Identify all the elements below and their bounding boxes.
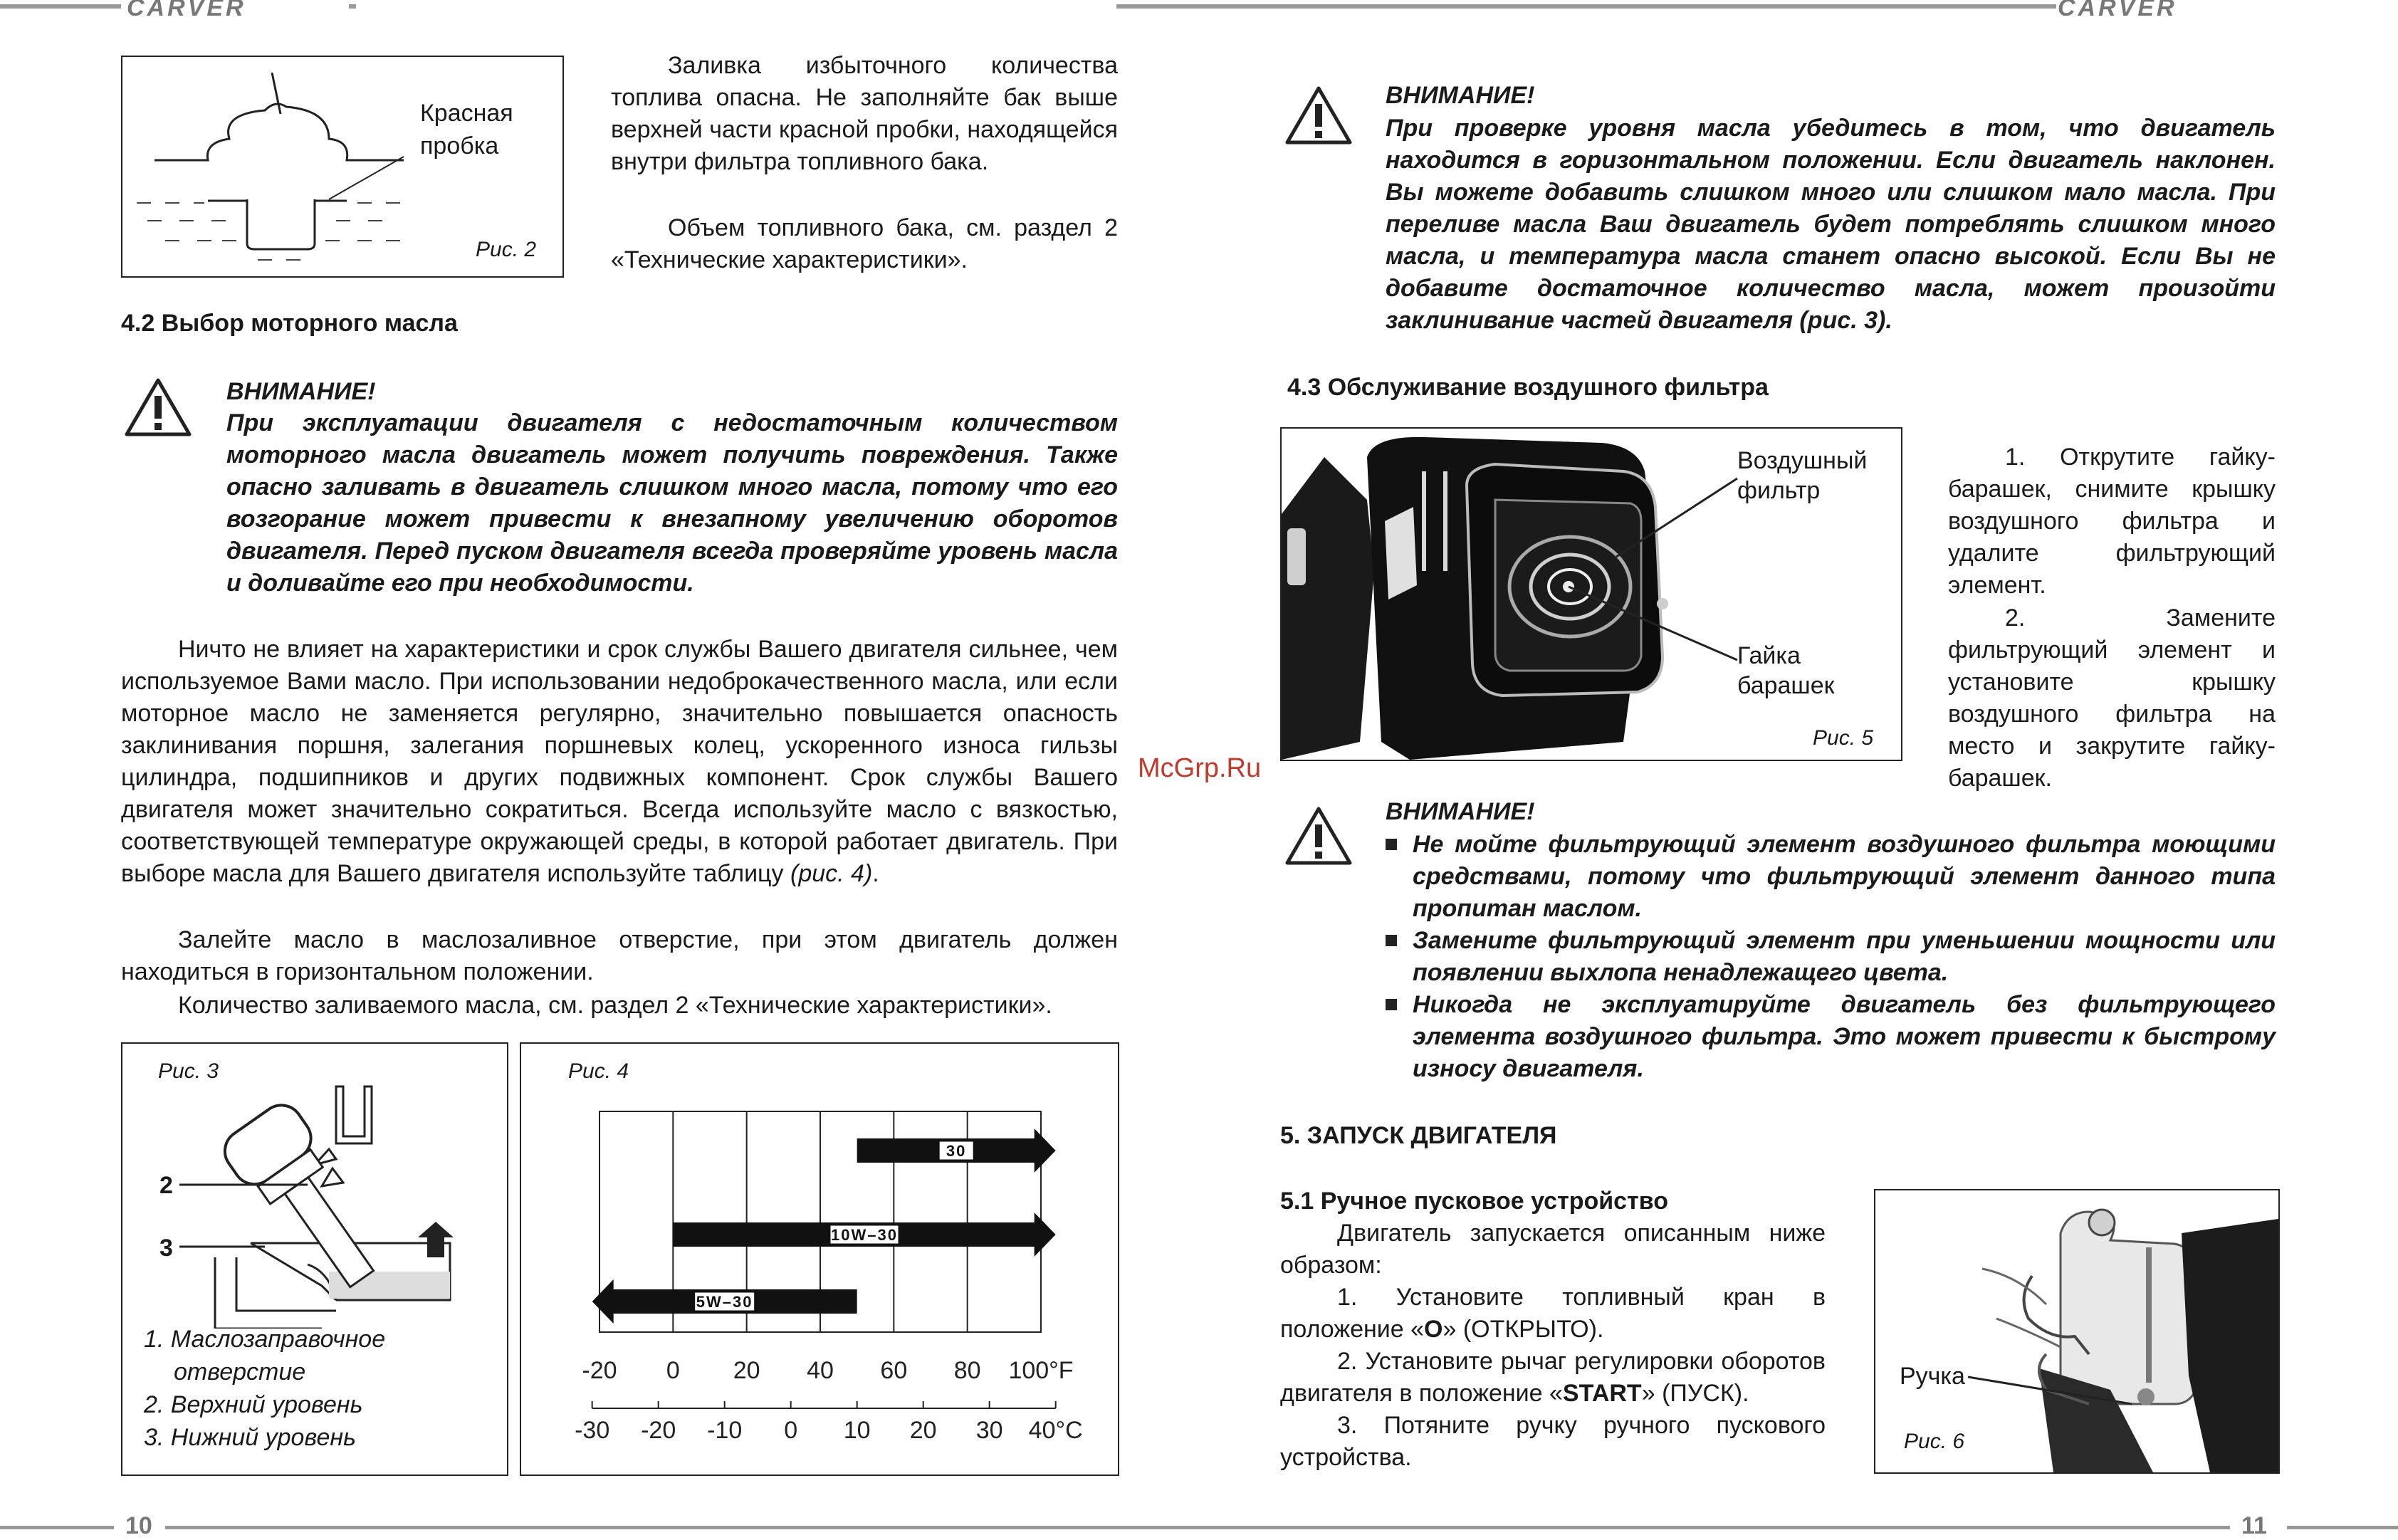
oil-paragraph-3: Количество заливаемого масла, см. раздел 2 «Технические характеристики». — [178, 992, 1052, 1019]
start-step-1-end: » (ОТКРЫТО). — [1443, 1316, 1604, 1343]
warning-3-list — [1386, 829, 2276, 1085]
oil-viscosity-chart — [521, 1044, 1118, 1474]
chart-tick-label-c: -10 — [707, 1417, 743, 1444]
start-step-1-text: 1. Установите топливный кран в положение « — [1280, 1284, 1826, 1343]
header-rule-right — [1116, 4, 2056, 9]
warning-icon — [1283, 84, 1354, 147]
chart-bar-label: 5W–30 — [696, 1293, 753, 1311]
warning-3-item — [1386, 925, 2276, 989]
warning-3-item-text: Не мойте фильтрующий элемент воздушного фильтра моющими средствами, потому что фильтрующий элемент данного типа пропитан маслом. — [1413, 831, 2276, 922]
chart-tick-label-c: 40°C — [1028, 1417, 1083, 1444]
oil-paragraph-2: Залейте масло в маслозаливное отверстие, при этом двигатель должен находиться в горизонтальном положении. — [121, 926, 1118, 985]
bullet-icon — [1386, 935, 1397, 946]
label-nut-1: Гайка — [1737, 642, 1801, 669]
chart-bar-label: 10W–30 — [831, 1226, 898, 1244]
legend-item-2: 2. Верхний уровень — [144, 1391, 363, 1418]
warning-3-item-text: Никогда не эксплуатируйте двигатель без фильтрующего элемента воздушного фильтра. Это может привести к быстрому износу двигателя. — [1413, 991, 2276, 1082]
label-cork: пробка — [420, 132, 499, 159]
figure-2 — [121, 56, 564, 278]
start-paragraph-1: Двигатель запускается описанным ниже образом: — [1280, 1220, 1826, 1279]
legend-item-1: 1. Маслозаправочное — [144, 1326, 386, 1353]
header-rule-left — [0, 4, 121, 9]
header-rule-left-2 — [349, 4, 356, 9]
chart-bar-label: 30 — [946, 1142, 967, 1160]
chart-tick-label-c: -20 — [641, 1417, 676, 1444]
figure-4-reference: (рис. 4) — [790, 860, 873, 887]
chart-tick-label-f: 100°F — [1008, 1357, 1074, 1384]
brand-logo-left: CARVER — [127, 0, 246, 21]
figure-3-caption: Рис. 3 — [158, 1059, 219, 1083]
start-step-2-text: 2. Установите рычаг регулировки оборотов двигателя в положение « — [1280, 1348, 1826, 1407]
warning-2-title: ВНИМАНИЕ! — [1386, 82, 1535, 109]
figure-6 — [1874, 1189, 2280, 1474]
warning-icon — [122, 376, 194, 439]
brand-logo-right: CARVER — [2058, 0, 2177, 21]
chart-tick-label-f: -20 — [582, 1357, 617, 1384]
filter-paragraph-1: 1. Открутите гайку-барашек, снимите крышку воздушного фильтра и удалите фильтрующий элемент. — [1948, 444, 2276, 599]
figure-2-caption: Рис. 2 — [476, 238, 537, 261]
chart-tick-label-f: 60 — [880, 1357, 908, 1384]
warning-icon — [1283, 805, 1354, 867]
legend-item-1-cont: отверстие — [174, 1358, 306, 1386]
page-number-left: 10 — [125, 1512, 152, 1539]
chart-tick-label-f: 0 — [666, 1357, 680, 1384]
figure-5 — [1280, 427, 1902, 761]
section-4-3-heading: 4.3 Обслуживание воздушного фильтра — [1287, 374, 1769, 401]
figure-4 — [520, 1042, 1119, 1476]
dipstick-drawing — [122, 1044, 507, 1329]
marker-3: 3 — [159, 1235, 173, 1262]
label-handle: Ручка — [1900, 1363, 1965, 1390]
label-air-filter-1: Воздушный — [1737, 447, 1868, 474]
chart-tick-label-f: 20 — [733, 1357, 760, 1384]
start-paragraph-3 — [1280, 1346, 1826, 1410]
chart-tick-label-c: 0 — [784, 1417, 798, 1444]
section-5-1-heading: 5.1 Ручное пусковое устройство — [1280, 1188, 1668, 1215]
figure-3 — [121, 1042, 508, 1476]
start-step-2-end: » (ПУСК). — [1641, 1380, 1749, 1407]
bullet-icon — [1386, 999, 1397, 1010]
chart-tick-label-c: 20 — [909, 1417, 937, 1444]
oil-paragraph-1-text: Ничто не влияет на характеристики и срок службы Вашего двигателя сильнее, чем используемое Вами масло. При использовании недоброкачественного масла, или если моторное масло не заменяется регулярно, значительно повышается опасность заклинивания поршня, залегания поршневых колец, ускоренного износа гильзы цилиндра, подшипников и других подвижных компонент. Срок службы Вашего двигателя может значительно сократиться. Всегда используйте масло с вязкостью, соответствующей температуре окружающей среды, в которой работает двигатель. При выборе масла для Вашего двигателя используйте таблицу — [121, 636, 1118, 887]
start-step-1-value: O — [1424, 1316, 1443, 1343]
footer-rule-mid — [165, 1526, 2230, 1529]
figure-5-caption: Рис. 5 — [1813, 726, 1874, 750]
figure-3-legend — [144, 1323, 385, 1454]
fuel-paragraph-2: Объем топливного бака, см. раздел 2 «Технические характеристики». — [611, 214, 1118, 273]
label-red: Красная — [420, 100, 513, 127]
chart-tick-label-c: -30 — [575, 1417, 610, 1444]
footer-rule-left — [0, 1526, 114, 1529]
footer-rule-right — [2287, 1526, 2398, 1529]
oil-paragraph-1-end: . — [872, 860, 879, 887]
start-paragraph-4: 3. Потяните ручку ручного пускового устройства. — [1280, 1412, 1826, 1471]
figure-4-caption: Рис. 4 — [568, 1059, 629, 1083]
label-air-filter-2: фильтр — [1737, 477, 1821, 504]
warning-3-title: ВНИМАНИЕ! — [1386, 798, 1535, 825]
warning-3-item-text: Замените фильтрующий элемент при уменьшении мощности или появлении выхлопа ненадлежащего цвета. — [1413, 927, 2276, 986]
warning-3-item — [1386, 829, 2276, 925]
warning-1-title: ВНИМАНИЕ! — [226, 378, 376, 405]
warning-3-item — [1386, 989, 2276, 1085]
fuel-paragraph-1: Заливка избыточного количества топлива опасна. Не заполняйте бак выше верхней части красной пробки, находящейся внутри фильтра топливного бака. — [611, 52, 1118, 175]
oil-paragraph-1 — [121, 634, 1118, 890]
watermark: McGrp.Ru — [1138, 753, 1262, 783]
chart-tick-label-c: 10 — [843, 1417, 871, 1444]
start-step-2-value: START — [1562, 1380, 1642, 1407]
figure-6-caption: Рис. 6 — [1904, 1430, 1965, 1453]
marker-2: 2 — [159, 1172, 173, 1199]
warning-2-text: При проверке уровня масла убедитесь в том, что двигатель находится в горизонтальном положении. Если двигатель наклонен. Вы можете добавить слишком много или слишком мало масла. При переливе масла Ваш двигатель будет потреблять слишком много масла, и температура масла станет опасно высокой. Если Вы не добавите достаточное количество масла, может произойти заклинивание частей двигателя (рис. 3). — [1386, 115, 2276, 334]
start-paragraph-2 — [1280, 1282, 1826, 1346]
section-5-heading: 5. ЗАПУСК ДВИГАТЕЛЯ — [1280, 1122, 1557, 1149]
bullet-icon — [1386, 839, 1397, 850]
chart-tick-label-c: 30 — [975, 1417, 1003, 1444]
section-4-2-heading: 4.2 Выбор моторного масла — [121, 310, 458, 337]
start-instructions — [1280, 1217, 1826, 1474]
filter-paragraph-2: 2. Замените фильтрующий элемент и установите крышку воздушного фильтра на место и закрутите гайку-барашек. — [1948, 604, 2276, 792]
warning-1-text: При эксплуатации двигателя с недостаточным количеством моторного масла двигатель может получить повреждения. Также опасно заливать в двигатель слишком много масла, потому что его возгорание может привести к внезапному увеличению оборотов двигателя. Перед пуском двигателя всегда проверяйте уровень масла и доливайте его при необходимости. — [226, 409, 1118, 597]
chart-tick-label-f: 40 — [807, 1357, 834, 1384]
chart-tick-label-f: 80 — [953, 1357, 981, 1384]
label-nut-2: барашек — [1737, 672, 1835, 699]
page-number-right: 11 — [2241, 1512, 2267, 1539]
legend-item-3: 3. Нижний уровень — [144, 1424, 356, 1451]
